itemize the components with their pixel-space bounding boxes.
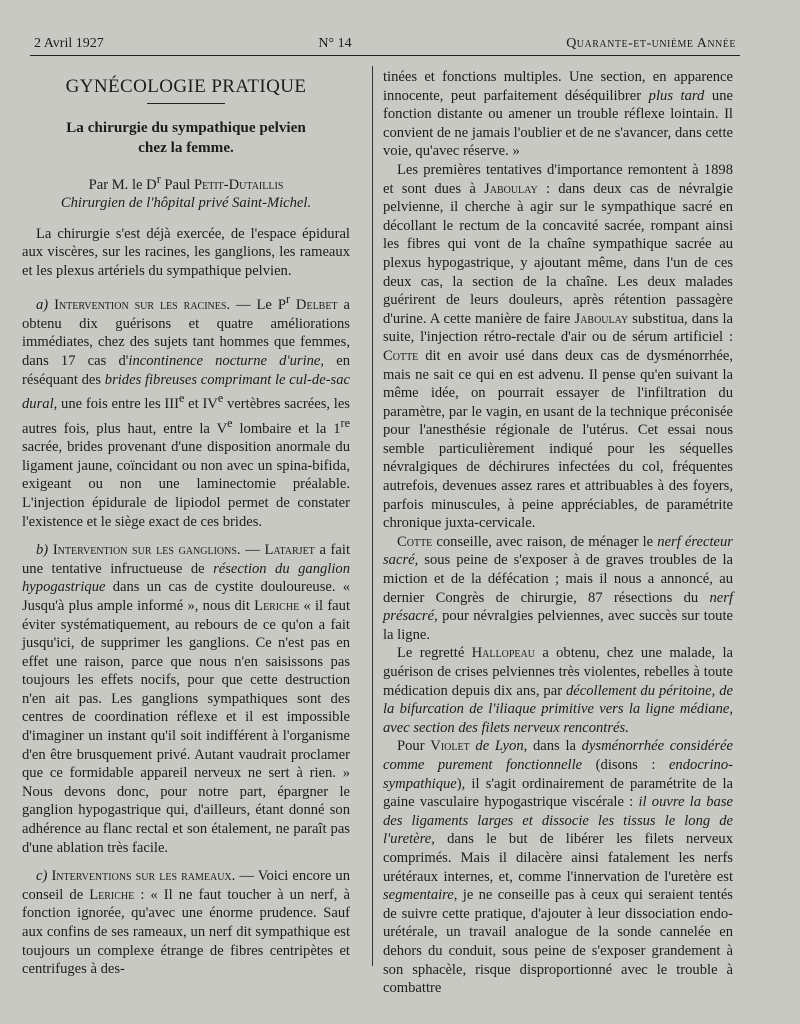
author-surname: Petit-Dutaillis bbox=[194, 176, 284, 193]
b-italic-1: résection du ganglion hypogastrique bbox=[22, 560, 351, 596]
p4-text-1: Le regretté bbox=[397, 645, 472, 662]
b-text-1: a fait une tentative infructueuse de bbox=[22, 542, 351, 577]
a-label: a) bbox=[36, 297, 55, 314]
a-text-3: , une fois entre les III bbox=[53, 396, 179, 413]
p4-author: Hallopeau bbox=[471, 645, 535, 662]
b-heading: Intervention sur les ganglions. bbox=[52, 542, 241, 559]
article-title-line-2: chez la femme. bbox=[138, 138, 234, 156]
c-label: c) bbox=[36, 868, 52, 885]
section-title: GYNÉCOLOGIE PRATIQUE bbox=[65, 76, 307, 97]
b-author-2: Leriche bbox=[254, 597, 300, 614]
a-sup-1: e bbox=[178, 391, 185, 406]
p3-author: Cotte bbox=[397, 533, 433, 550]
p5-italic-0: de Lyon bbox=[469, 738, 524, 755]
p5-text-2: , dans la bbox=[523, 738, 582, 755]
c-heading: Interventions sur les rameaux. bbox=[51, 868, 236, 885]
a-italic-2: brides fibreuses comprimant le cul-de-sac dural bbox=[22, 371, 351, 413]
left-column bbox=[22, 68, 350, 979]
p3-italic-1: nerf érecteur sacré bbox=[383, 533, 733, 569]
section-c bbox=[22, 867, 350, 979]
affiliation: Chirurgien de l'hôpital privé Saint-Michel. bbox=[60, 195, 312, 212]
paragraph-5 bbox=[383, 737, 733, 997]
p1-text-2: une fonction distante ou amener un trouble réflexe lointain. Il convient de ne jamais l'oublier et de ne s'avancer, dans cette voie, qu'avec réserve. » bbox=[383, 87, 733, 160]
b-author: Latarjet bbox=[264, 542, 315, 559]
p5-italic-4: segmentaire bbox=[383, 887, 454, 904]
b-text-2: dans un cas de cystite douloureuse. « Jusqu'à plus ample informé », nous dit bbox=[22, 579, 350, 614]
byline bbox=[22, 170, 350, 194]
p1-text: tinées et fonctions multiples. Une section, en apparence innocente, peut parfaitement déséquilibrer bbox=[383, 69, 733, 104]
byline-sup: r bbox=[156, 171, 161, 186]
p5-author: Violet bbox=[430, 738, 470, 755]
byline-name: Paul bbox=[160, 176, 195, 193]
section-a bbox=[22, 290, 350, 531]
article-title bbox=[22, 118, 350, 158]
a-author: Delbet bbox=[290, 297, 338, 314]
p5-text-1: Pour bbox=[397, 738, 431, 755]
p3-text-3: , pour névralgies pelviennes, avec succès sur toute la ligne. bbox=[383, 608, 733, 643]
p3-italic-2: nerf présacré bbox=[383, 589, 733, 625]
a-italic-1: incontinence nocturne d'urine bbox=[128, 353, 321, 370]
paragraph-4 bbox=[383, 644, 733, 737]
a-sup-2: e bbox=[217, 391, 224, 406]
p5-text-3: (disons : bbox=[582, 756, 669, 773]
p4-text-2: a obtenu, chez une malade, la guérison de crises pelviennes très violentes, rebelles à toute médication depuis dix ans, par bbox=[383, 645, 733, 699]
b-dash: — bbox=[240, 542, 265, 559]
a-dash: — Le P bbox=[230, 297, 286, 314]
header-rule bbox=[30, 55, 740, 56]
a-text-7: sacrée, brides provenant d'une disposition anormale du ligament jaune, coïncidant ou non avec un spina-bifida, exigeant ou non une laminectomie préalable. L'injection épidurale de lipiodol permet de constater l'existence et le siège exact de ces brides. bbox=[22, 439, 350, 530]
b-label: b) bbox=[36, 542, 53, 559]
p5-italic-3: il ouvre la base des ligaments larges et dissocie les tissus le long de l'uretère bbox=[383, 794, 734, 848]
paragraph-1 bbox=[383, 68, 733, 161]
p2-author: Jaboulay bbox=[484, 180, 538, 197]
b-text-3: « il faut éviter systématiquement, au rebours de ce qu'on a fait jusqu'ici, de supprimer les ganglions. Ce n'est pas en effet une raison, parce que nous n'en saisissons pas toujours les effets nocifs, pour que cette destruction n'en ait pas. Les ganglions sympathiques sont des centres de coordination réflexe et il est impossible d'imaginer un instant qu'il soit indifférent à l'organisme d'en être brusquement privé. Autant vaudrait proclamer que ce formidable appareil nerveux ne sert à rien. » Nous devons donc, pour notre part, épargner le ganglion hypogastrique qui, d'ailleurs, étant donné son adhérence au flanc rectal et son étalement, ne paraît pas d'une ablation très facile. bbox=[22, 597, 351, 856]
a-text-2: , en réséquant des bbox=[22, 353, 350, 388]
p5-italic-1: dysménorrhée considérée comme purement fonctionnelle bbox=[383, 738, 733, 773]
p2-text-3: substitua, dans la suite, l'injection rétro-rectale d'air ou de sérum artificiel : bbox=[383, 310, 733, 346]
p5-text-5: , dans le but de libérer les filets nerveux comprimés. Mais il dilacère ainsi fatalement les nerfs urétéraux internes, et, comme l'innervation de l'uretère est bbox=[383, 831, 733, 885]
a-text-5: vertèbres sacrées, les autres fois, plus haut, entre la V bbox=[22, 396, 350, 437]
p3-text-2: , sous peine de s'exposer à de graves troubles de la miction et de la défécation ; mais il nous a annoncé, au dernier Congrès de chirurgie, 87 résections du bbox=[383, 552, 733, 606]
p2-text-4: dit en avoir usé dans deux cas de dysménorrhée, mais ne sait ce qui en est advenu. Il pense qu'en suivant la même idée, on pourrait essayer de l'infiltration du paramètre, par le vagin, en usant de la technique préconisée pour l'anesthésie régionale de l'utérus. Cet essai nous semble particulièrement indiqué pour les séquelles névralgiques de déchirures infectées du col, fréquentes autrefois, devenues assez rares et attribuables à des foyers, parfois minuscules, à peine appréciables, de paramétrite chronique juxta-cervicale. bbox=[383, 347, 733, 532]
issue-date: 2 Avril 1927 bbox=[34, 36, 104, 51]
right-column bbox=[383, 68, 733, 998]
p4-italic-1: décollement du péritoine, de la bifurcation de l'iliaque primitive vers la ligne médiane, avec section des filets nerveux rencontrés. bbox=[383, 682, 733, 736]
a-text-1: a obtenu dix guérisons et quatre améliorations immédiates, chez des sujets tant hommes que femmes, dans 17 cas d' bbox=[22, 297, 350, 370]
title-rule bbox=[147, 103, 225, 104]
p1-italic: plus tard bbox=[648, 87, 705, 104]
column-rule bbox=[372, 66, 373, 966]
c-dash: — Voici encore un conseil de bbox=[22, 868, 350, 903]
a-sup-3: e bbox=[227, 415, 233, 430]
a-text-4: et IV bbox=[184, 396, 218, 413]
c-author: Leriche bbox=[89, 886, 135, 903]
issue-year: Quarante-et-unième Année bbox=[566, 36, 736, 51]
p2-text-2: : dans deux cas de névralgie pelvienne, il cherche à agir sur le sympathique sacré en décollant le rectum de la concavité sacrée, rompant ainsi les fibres qui vont de la chaîne sympathique sacrée au plexus hypogastrique, y ajoutant même, dans l'un de ces deux cas, la section de la chaîne. Les deux malades guérirent de leurs douleurs, après rétention passagère d'urine. A cette manière de faire bbox=[383, 180, 734, 327]
p5-text-4: ), il s'agit ordinairement de paramétrite de la gaine vasculaire hypogastrique viscérale : bbox=[383, 775, 733, 811]
a-pr-sup: r bbox=[285, 292, 291, 307]
a-heading: Intervention sur les racines. bbox=[54, 297, 231, 314]
article-title-line-1: La chirurgie du sympathique pelvien bbox=[66, 118, 306, 136]
p2-text-1: Les premières tentatives d'importance remontent à 1898 et sont dues à bbox=[383, 161, 733, 197]
p2-author-3: Cotte bbox=[383, 347, 419, 364]
paragraph-3 bbox=[383, 533, 733, 645]
a-sup-4: re bbox=[340, 415, 350, 430]
intro-paragraph: La chirurgie s'est déjà exercée, de l'espace épidural aux viscères, sur les racines, les ganglions, les rameaux et les plexus artériels du sympathique pelvien. bbox=[22, 225, 350, 279]
p3-text-1: conseille, avec raison, de ménager le bbox=[432, 533, 658, 550]
p5-italic-2: endocrino-sympathique bbox=[383, 756, 733, 792]
c-text-1: : « Il ne faut toucher à un nerf, à fonction ignorée, qu'avec une énorme prudence. Sauf aux confins de ses rameaux, un nerf dit sympathique est toujours un complexe étrange de fibres centripètes et centrifuges à des- bbox=[22, 886, 350, 978]
paragraph-2 bbox=[383, 161, 733, 533]
p5-text-6: , je ne conseille pas à ceux qui seraient tentés de suivre cette pratique, d'ajouter à leur dissociation endo-urétérale, un travail analogue de la sonde cannelée en dehors du conduit, sous peine de s'exposer grandement à son sphacèle, risque disproportionné avec le trouble à combattre bbox=[383, 887, 733, 997]
byline-pre: Par M. le D bbox=[88, 176, 157, 193]
section-b bbox=[22, 541, 350, 857]
issue-number: N° 14 bbox=[318, 36, 352, 51]
p2-author-2: Jaboulay bbox=[574, 310, 629, 327]
a-text-6: lombaire et la 1 bbox=[232, 420, 341, 437]
running-head bbox=[34, 32, 736, 52]
